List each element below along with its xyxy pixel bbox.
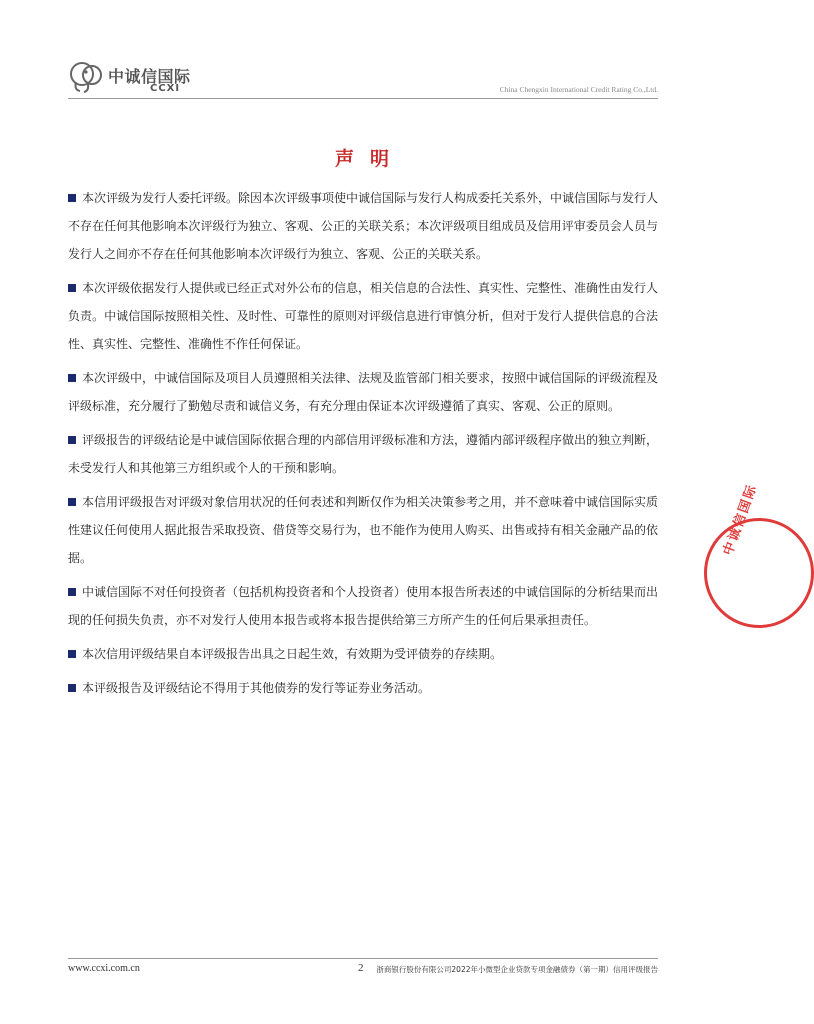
page-header — [68, 58, 658, 98]
page-title: 声明 — [334, 148, 405, 170]
statement-list — [68, 184, 658, 708]
ccxi-logo — [68, 58, 193, 98]
page-number: 2 — [358, 962, 364, 974]
seal-text: 中诚信国际 — [720, 481, 761, 558]
square-bullet-icon — [68, 684, 76, 692]
square-bullet-icon — [68, 588, 76, 596]
square-bullet-icon — [68, 374, 76, 382]
statement-item — [68, 578, 658, 634]
statement-item — [68, 488, 658, 572]
statement-item — [68, 184, 658, 268]
footer-divider — [68, 958, 658, 959]
statement-text: 本次信用评级结果自本评级报告出具之日起生效，有效期为受评债券的存续期。 — [82, 647, 503, 661]
statement-text: 本次评级中，中诚信国际及项目人员遵照相关法律、法规及监管部门相关要求，按照中诚信国际的评级流程及评级标准，充分履行了勤勉尽责和诚信义务，有充分理由保证本次评级遵循了真实、客观、公正的原则。 — [68, 371, 659, 413]
company-seal-stamp — [704, 481, 814, 628]
company-english-name: China Chengxin International Credit Rating Co.,Ltd. — [499, 85, 658, 94]
elephant-logo-icon — [68, 60, 106, 94]
statement-text: 本信用评级报告对评级对象信用状况的任何表述和判断仅作为相关决策参考之用，并不意味着中诚信国际实质性建议任何使用人据此报告采取投资、借贷等交易行为，也不能作为使用人购买、出售或持有相关金融产品的依据。 — [68, 495, 659, 565]
statement-item — [68, 640, 658, 668]
statement-item — [68, 426, 658, 482]
statement-text: 本次评级为发行人委托评级。除因本次评级事项使中诚信国际与发行人构成委托关系外，中诚信国际与发行人不存在任何其他影响本次评级行为独立、客观、公正的关联关系；本次评级项目组成员及信用评审委员会人员与发行人之间亦不存在任何其他影响本次评级行为独立、客观、公正的关联关系。 — [68, 191, 659, 261]
logo-english-name: CCXI — [150, 83, 181, 94]
logo-chinese-name: 中诚信国际 — [108, 67, 191, 86]
statement-item — [68, 364, 658, 420]
footer-report-title: 浙商银行股份有限公司2022年小微型企业贷款专项金融债券（第一期）信用评级报告 — [376, 965, 658, 974]
square-bullet-icon — [68, 436, 76, 444]
square-bullet-icon — [68, 284, 76, 292]
square-bullet-icon — [68, 498, 76, 506]
statement-item — [68, 674, 658, 702]
statement-text: 本次评级依据发行人提供或已经正式对外公布的信息，相关信息的合法性、真实性、完整性、准确性由发行人负责。中诚信国际按照相关性、及时性、可靠性的原则对评级信息进行审慎分析，但对于发行人提供信息的合法性、真实性、完整性、准确性不作任何保证。 — [68, 281, 659, 351]
square-bullet-icon — [68, 650, 76, 658]
square-bullet-icon — [68, 194, 76, 202]
statement-text: 本评级报告及评级结论不得用于其他债券的发行等证券业务活动。 — [82, 681, 431, 695]
footer-website-url: www.ccxi.com.cn — [68, 963, 140, 974]
statement-text: 评级报告的评级结论是中诚信国际依据合理的内部信用评级标准和方法，遵循内部评级程序做出的独立判断，未受发行人和其他第三方组织或个人的干预和影响。 — [68, 433, 659, 475]
statement-item — [68, 274, 658, 358]
header-divider — [68, 98, 658, 99]
statement-text: 中诚信国际不对任何投资者（包括机构投资者和个人投资者）使用本报告所表述的中诚信国际的分析结果而出现的任何损失负责，亦不对发行人使用本报告或将本报告提供给第三方所产生的任何后果承担责任。 — [68, 585, 659, 627]
